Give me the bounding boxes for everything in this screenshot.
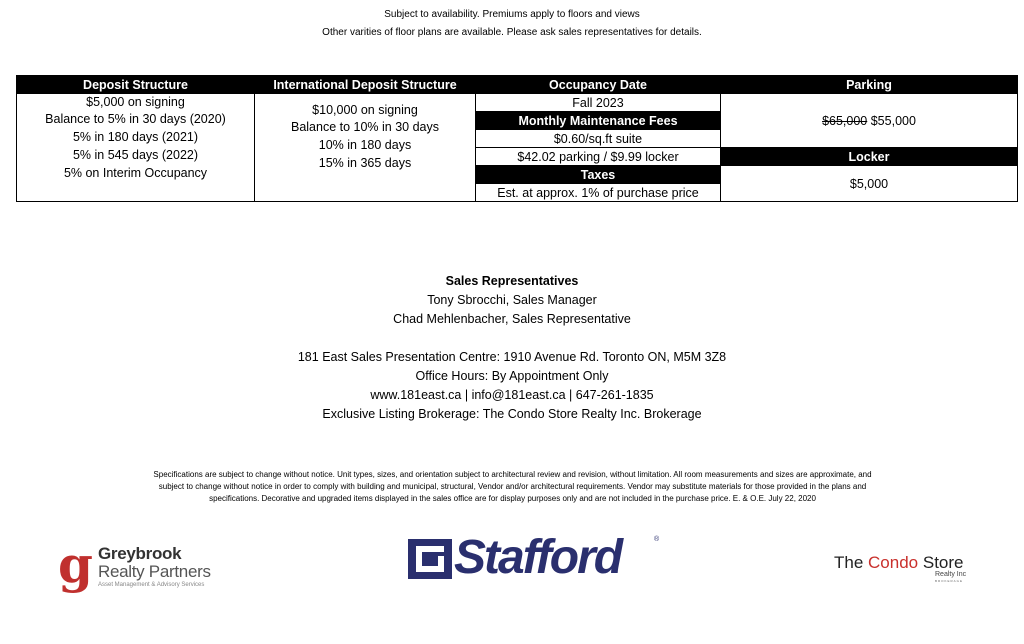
deposit-item: Balance to 5% in 30 days (2020) (45, 112, 226, 127)
stafford-logo (408, 531, 663, 584)
maintenance-fee-suite: $0.60/sq.ft suite (476, 130, 721, 148)
presentation-centre-address: 181 East Sales Presentation Centre: 1910 Avenue Rd. Toronto ON, M5M 3Z8 (297, 350, 727, 364)
greybrook-tagline: Asset Management & Advisory Services (98, 582, 205, 588)
deposit-item: 5% in 545 days (2022) (72, 147, 199, 162)
intl-deposit-item: 15% in 365 days (318, 155, 412, 170)
condo-store-condo: Condo (868, 553, 919, 572)
condo-store-store: Store (918, 553, 964, 572)
stafford-mark-icon (408, 539, 456, 579)
pricing-table (16, 75, 1018, 202)
greybrook-name: Greybrook (98, 544, 182, 563)
locker-price: $5,000 (721, 166, 1018, 202)
parking-old-price: $65,000 (822, 113, 868, 128)
registered-mark: ® (654, 536, 660, 543)
parking-new-price: $55,000 (870, 113, 916, 128)
intl-deposit-item: $10,000 on signing (312, 102, 418, 117)
greybrook-g-icon: g (58, 535, 93, 594)
maintenance-fees-header: Monthly Maintenance Fees (476, 112, 721, 130)
parking-header: Parking (721, 76, 1018, 94)
sales-rep-manager: Tony Sbrocchi, Sales Manager (427, 293, 597, 307)
intl-deposit-list (255, 94, 476, 202)
deposit-structure-header: Deposit Structure (17, 76, 255, 94)
stafford-wordmark: Stafford (454, 531, 622, 584)
greybrook-name-2: Realty Partners (98, 562, 211, 581)
taxes-value: Est. at approx. 1% of purchase price (476, 184, 721, 202)
availability-note: Subject to availability. Premiums apply to floors and views (384, 9, 640, 20)
maintenance-fee-parking-locker: $42.02 parking / $9.99 locker (476, 148, 721, 166)
occupancy-date-header: Occupancy Date (476, 76, 721, 94)
deposit-item: 5% in 180 days (2021) (72, 130, 199, 145)
intl-deposit-item: Balance to 10% in 30 days (290, 120, 440, 135)
locker-header: Locker (721, 148, 1018, 166)
deposit-structure-list (17, 94, 255, 202)
floor-plans-note: Other varities of floor plans are available. Please ask sales representatives for details. (322, 27, 702, 38)
condo-store-logo (834, 553, 994, 593)
contact-info-line[interactable]: www.181east.ca | info@181east.ca | 647-261-1835 (370, 388, 654, 402)
sales-reps-title: Sales Representatives (445, 274, 579, 288)
condo-store-the: The (834, 553, 869, 572)
deposit-item: 5% on Interim Occupancy (63, 165, 208, 180)
contact-section (0, 272, 1024, 424)
listing-brokerage: Exclusive Listing Brokerage: The Condo Store Realty Inc. Brokerage (322, 407, 702, 421)
sales-rep-representative: Chad Mehlenbacher, Sales Representative (393, 312, 631, 326)
greybrook-logo (58, 535, 258, 594)
parking-price (721, 94, 1018, 148)
intl-deposit-structure-header: International Deposit Structure (255, 76, 476, 94)
taxes-header: Taxes (476, 166, 721, 184)
condo-store-brokerage: BROKERAGE (935, 579, 964, 583)
deposit-item: $5,000 on signing (86, 94, 185, 109)
legal-disclaimer: Specifications are subject to change without notice. Unit types, sizes, and orientation subject to architectural review and revision, without limitation. All room measurements and sizes are approximate, and subject to change without notice in order to comply with building and municipal, structural, Vendor and/or architectural requirements. Vendor may substitute materials for those provided in the plans and specifications. Decorative and upgraded items displayed in the sales office are for display purposes only and are not included in the purchase price. E. & O.E. July 22, 2020 (153, 470, 872, 503)
intl-deposit-item: 10% in 180 days (318, 138, 412, 153)
office-hours: Office Hours: By Appointment Only (415, 369, 609, 383)
occupancy-date-value: Fall 2023 (476, 94, 721, 112)
condo-store-realty: Realty Inc (935, 571, 967, 578)
